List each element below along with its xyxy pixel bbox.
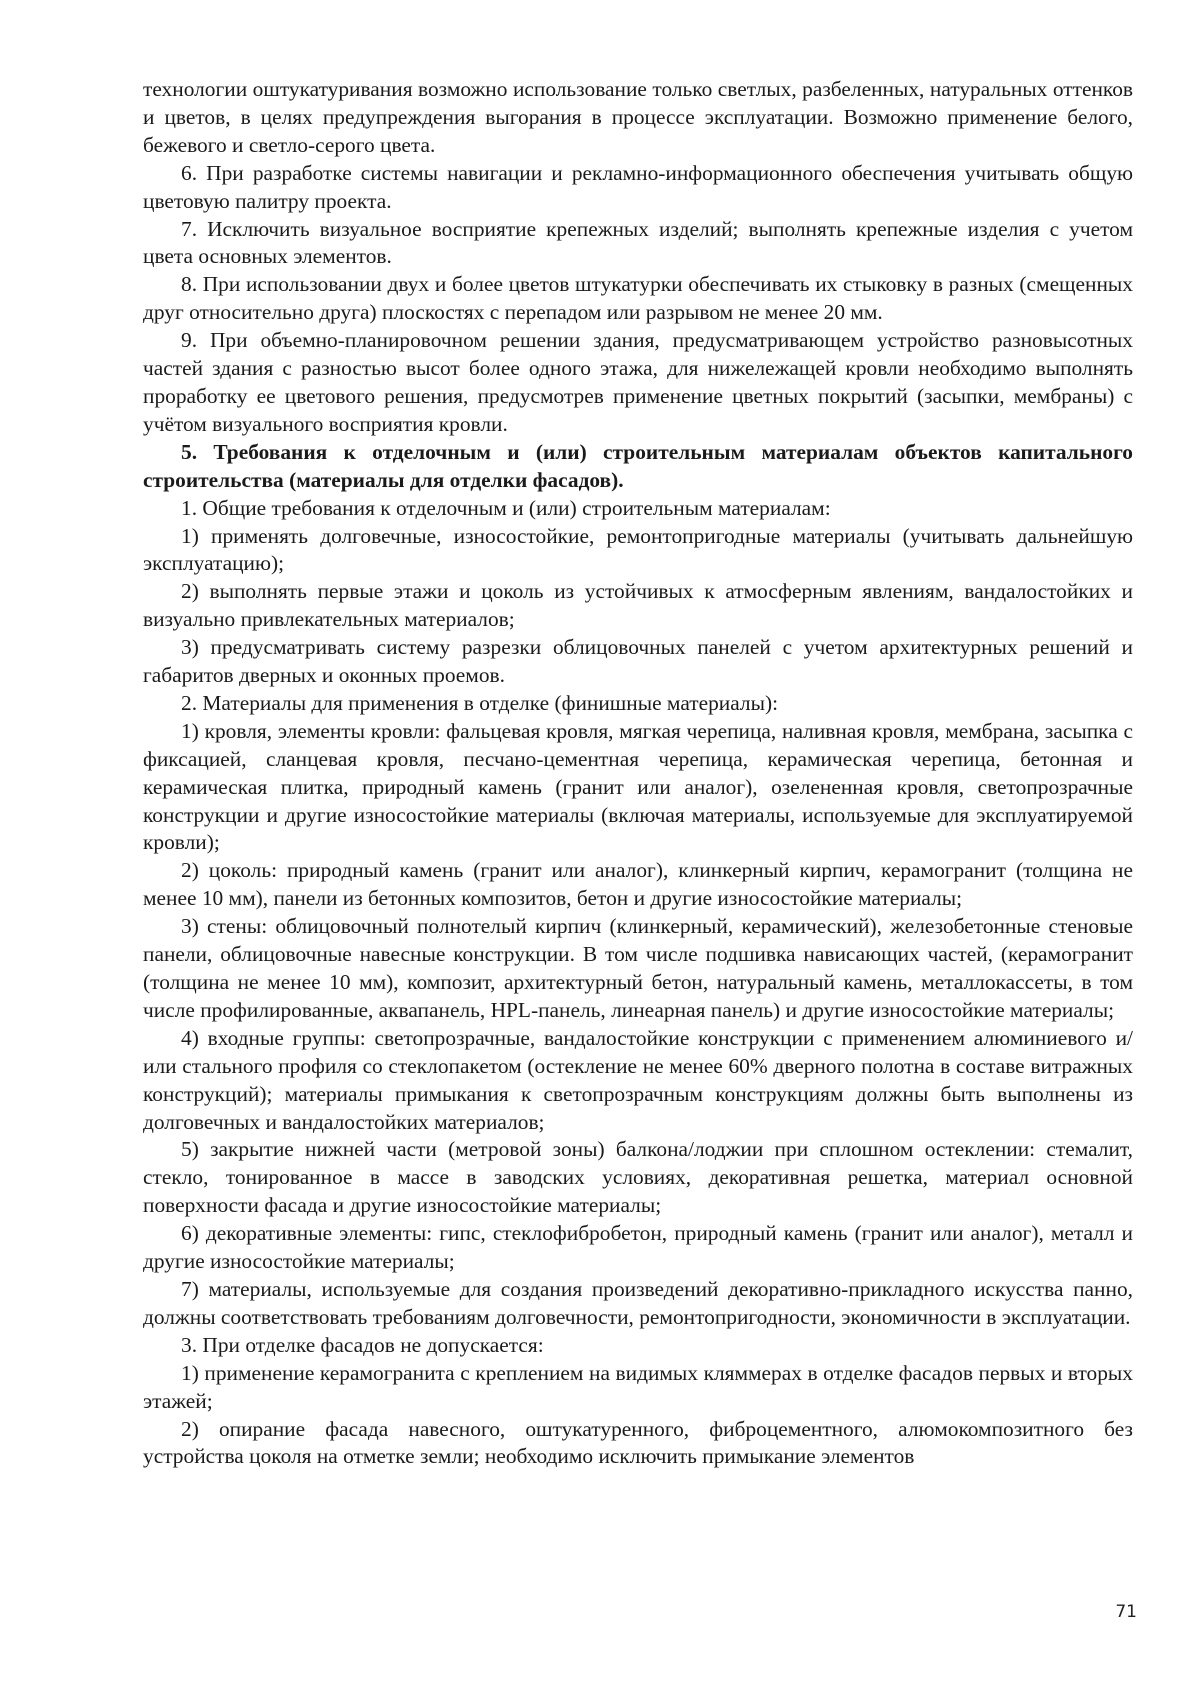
list-item: 3. При отделке фасадов не допускается: xyxy=(181,1332,544,1357)
list-item: 2) цоколь: природный камень (гранит или аналог), клинкерный кирпич, керамогранит (толщина не менее 10 мм), панели из бетонных композитов, бетон и другие износостойкие материалы; xyxy=(143,858,1133,911)
section-heading: 5. Требования к отделочным и (или) строительным материалам объектов капитального строительства (материалы для отделки фасадов). xyxy=(143,439,1133,492)
list-item: 4) входные группы: светопрозрачные, вандалостойкие конструкции с применением алюминиевого и/или стального профиля со стеклопакетом (остекление не менее 60% дверного полотна в составе витражных конструкций); материалы примыкания к светопрозрачным конструкциям должны быть выполнены из долговечных и вандалостойких материалов; xyxy=(143,1025,1133,1134)
document-body xyxy=(143,76,1133,1471)
list-item: 1. Общие требования к отделочным и (или) строительным материалам: xyxy=(181,495,831,520)
list-item: 9. При объемно-планировочном решении здания, предусматривающем устройство разновысотных частей здания с разностью высот более одного этажа, для нижележащей кровли необходимо выполнять проработку ее цветового решения, предусмотрев применение цветных покрытий (засыпки, мембраны) с учётом визуального восприятия кровли. xyxy=(143,328,1133,436)
list-item: 1) применять долговечные, износостойкие, ремонтопригодные материалы (учитывать дальнейшую эксплуатацию); xyxy=(143,523,1133,576)
page-number: 71 xyxy=(1115,1602,1137,1622)
list-item: 5) закрытие нижней части (метровой зоны) балкона/лоджии при сплошном остеклении: стемалит, стекло, тонированное в массе в заводских условиях, декоративная решетка, материал основной поверхности фасада и другие износостойкие материалы; xyxy=(143,1137,1133,1218)
list-item: 6. При разработке системы навигации и рекламно-информационного обеспечения учитывать общую цветовую палитру проекта. xyxy=(143,160,1133,213)
list-item: 8. При использовании двух и более цветов штукатурки обеспечивать их стыковку в разных (смещенных друг относительно друга) плоскостях с перепадом или разрывом не менее 20 мм. xyxy=(143,272,1133,325)
list-item: 2) выполнять первые этажи и цоколь из устойчивых к атмосферным явлениям, вандалостойких и визуально привлекательных материалов; xyxy=(143,579,1133,632)
list-item: 3) стены: облицовочный полнотелый кирпич (клинкерный, керамический), железобетонные стеновые панели, облицовочные навесные конструкции. В том числе подшивка нависающих частей, (керамогранит (толщина не менее 10 мм), композит, архитектурный бетон, натуральный камень, металлокассеты, в том числе профилированные, аквапанель, HPL-панель, линеарная панель) и другие износостойкие материалы; xyxy=(143,914,1133,1022)
paragraph-continuation: технологии оштукатуривания возможно использование только светлых, разбеленных, натуральных оттенков и цветов, в целях предупреждения выгорания в процессе эксплуатации. Возможно применение белого, бежевого и светло-серого цвета. xyxy=(143,77,1133,157)
list-item: 2. Материалы для применения в отделке (финишные материалы): xyxy=(181,690,779,715)
list-item: 3) предусматривать систему разрезки облицовочных панелей с учетом архитектурных решений и габаритов дверных и оконных проемов. xyxy=(143,635,1133,688)
list-item: 2) опирание фасада навесного, оштукатуренного, фиброцементного, алюмокомпозитного без устройства цоколя на отметке земли; необходимо исключить примыкание элементов xyxy=(143,1416,1133,1469)
list-item: 6) декоративные элементы: гипс, стеклофибробетон, природный камень (гранит или аналог), металл и другие износостойкие материалы; xyxy=(143,1221,1133,1274)
list-item: 7) материалы, используемые для создания произведений декоративно-прикладного искусства панно, должны соответствовать требованиям долговечности, ремонтопригодности, экономичности в эксплуатации. xyxy=(143,1276,1133,1329)
list-item: 1) применение керамогранита с креплением на видимых кляммерах в отделке фасадов первых и вторых этажей; xyxy=(143,1360,1133,1413)
list-item: 1) кровля, элементы кровли: фальцевая кровля, мягкая черепица, наливная кровля, мембрана, засыпка с фиксацией, сланцевая кровля, песчано-цементная черепица, керамическая черепица, бетонная и керамическая плитка, природный камень (гранит или аналог), озелененная кровля, светопрозрачные конструкции и другие износостойкие материалы (включая материалы, используемые для эксплуатируемой кровли); xyxy=(143,718,1133,855)
list-item: 7. Исключить визуальное восприятие крепежных изделий; выполнять крепежные изделия с учетом цвета основных элементов. xyxy=(143,216,1133,269)
